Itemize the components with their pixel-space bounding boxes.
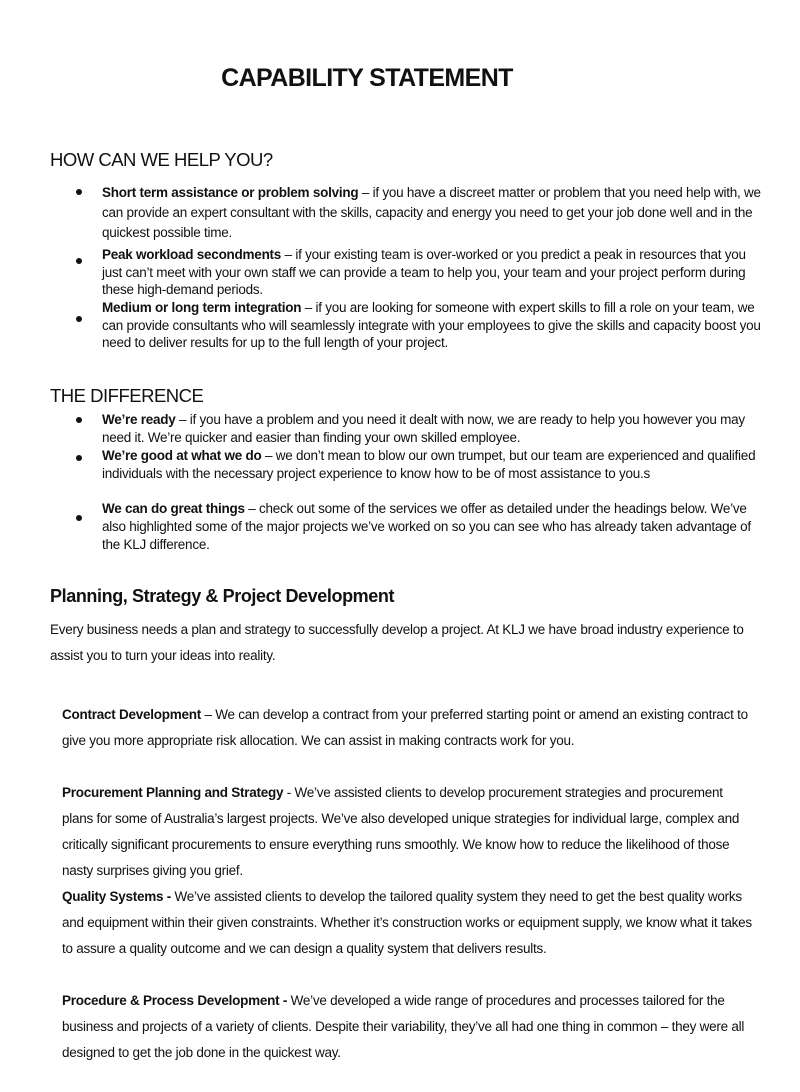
item-lead: Medium or long term integration [102, 300, 302, 315]
bullet-icon [76, 515, 82, 521]
service-text: We’ve assisted clients to develop the tailored quality system they need to get the best quality works and equipment within their given constraints. Whether it’s construction works or equipment supply, we know what it takes to assure a quality outcome and we can design a quality system that delivers results. [62, 889, 752, 956]
item-text: – if you are looking for someone with expert skills to fill a role on your team, we can provide consultants who will seamlessly integrate with your employees to give the skills and capacity boost you need to deliver results for up to the full length of your project. [102, 300, 761, 350]
item-lead: Peak workload secondments [102, 247, 282, 262]
service-procedure-development [62, 988, 752, 1066]
service-lead: Procedure & Process Development - [62, 993, 291, 1008]
help-item-integration [102, 299, 762, 352]
section-heading-help: HOW CAN WE HELP YOU? [50, 149, 273, 170]
item-text: – if you have a discreet matter or problem that you need help with, we can provide an expert consultant with the skills, capacity and energy you need to get your job done well and in the quickest possible time. [102, 185, 761, 240]
planning-intro: Every business needs a plan and strategy to successfully develop a project. At KLJ we have broad industry experience to assist you to turn your ideas into reality. [50, 622, 744, 663]
bullet-icon [76, 189, 82, 195]
help-item-peak-workload [102, 246, 762, 299]
bullet-icon [76, 417, 82, 423]
item-lead: Short term assistance or problem solving [102, 185, 359, 200]
service-procurement-planning [62, 780, 752, 884]
bullet-icon [76, 258, 82, 264]
bullet-icon [76, 455, 82, 461]
item-text: – we don’t mean to blow our own trumpet, but our team are experienced and qualified individuals with the necessary project experience to know how to be of most assistance to you.s [102, 448, 756, 481]
difference-item-good [102, 447, 762, 482]
service-lead: Contract Development [62, 707, 202, 722]
difference-item-great [102, 500, 762, 554]
document-title: CAPABILITY STATEMENT [221, 64, 513, 92]
item-lead: We’re good at what we do [102, 448, 262, 463]
difference-item-ready [102, 411, 762, 446]
item-text: – check out some of the services we offer as detailed under the headings below. We’ve also highlighted some of the major projects we’ve worked on so you can see who has already taken advantage of the KLJ difference. [102, 501, 751, 552]
section-heading-difference: THE DIFFERENCE [50, 385, 204, 406]
item-lead: We’re ready [102, 412, 176, 427]
item-text: – if you have a problem and you need it dealt with now, we are ready to help you however you may need it. We’re quicker and easier than finding your own skilled employee. [102, 412, 745, 445]
service-lead: Procurement Planning and Strategy [62, 785, 284, 800]
service-text: We’ve developed a wide range of procedures and processes tailored for the business and projects of a variety of clients. Despite their variability, they’ve all had one thing in common – they were all designed to get the job done in the quickest way. [62, 993, 745, 1060]
service-quality-systems [62, 884, 752, 962]
service-text: – We can develop a contract from your preferred starting point or amend an existing contract to give you more appropriate risk allocation. We can assist in making contracts work for you. [62, 707, 748, 748]
item-text: – if your existing team is over-worked or you predict a peak in resources that you just can’t meet with your own staff we can provide a team to help you, your team and your project perform during these high-demand periods. [102, 247, 746, 297]
service-contract-development [62, 702, 752, 754]
help-item-short-term [102, 183, 762, 243]
section-heading-planning: Planning, Strategy & Project Development [50, 586, 395, 606]
item-lead: We can do great things [102, 501, 245, 516]
bullet-icon [76, 316, 82, 322]
service-lead: Quality Systems - [62, 889, 175, 904]
service-text: - We’ve assisted clients to develop procurement strategies and procurement plans for some of Australia’s largest projects. We’ve also developed unique strategies for individual large, complex and critically significant procurements to ensure everything runs smoothly. We know how to reduce the likelihood of those nasty surprises giving you grief. [62, 785, 740, 878]
